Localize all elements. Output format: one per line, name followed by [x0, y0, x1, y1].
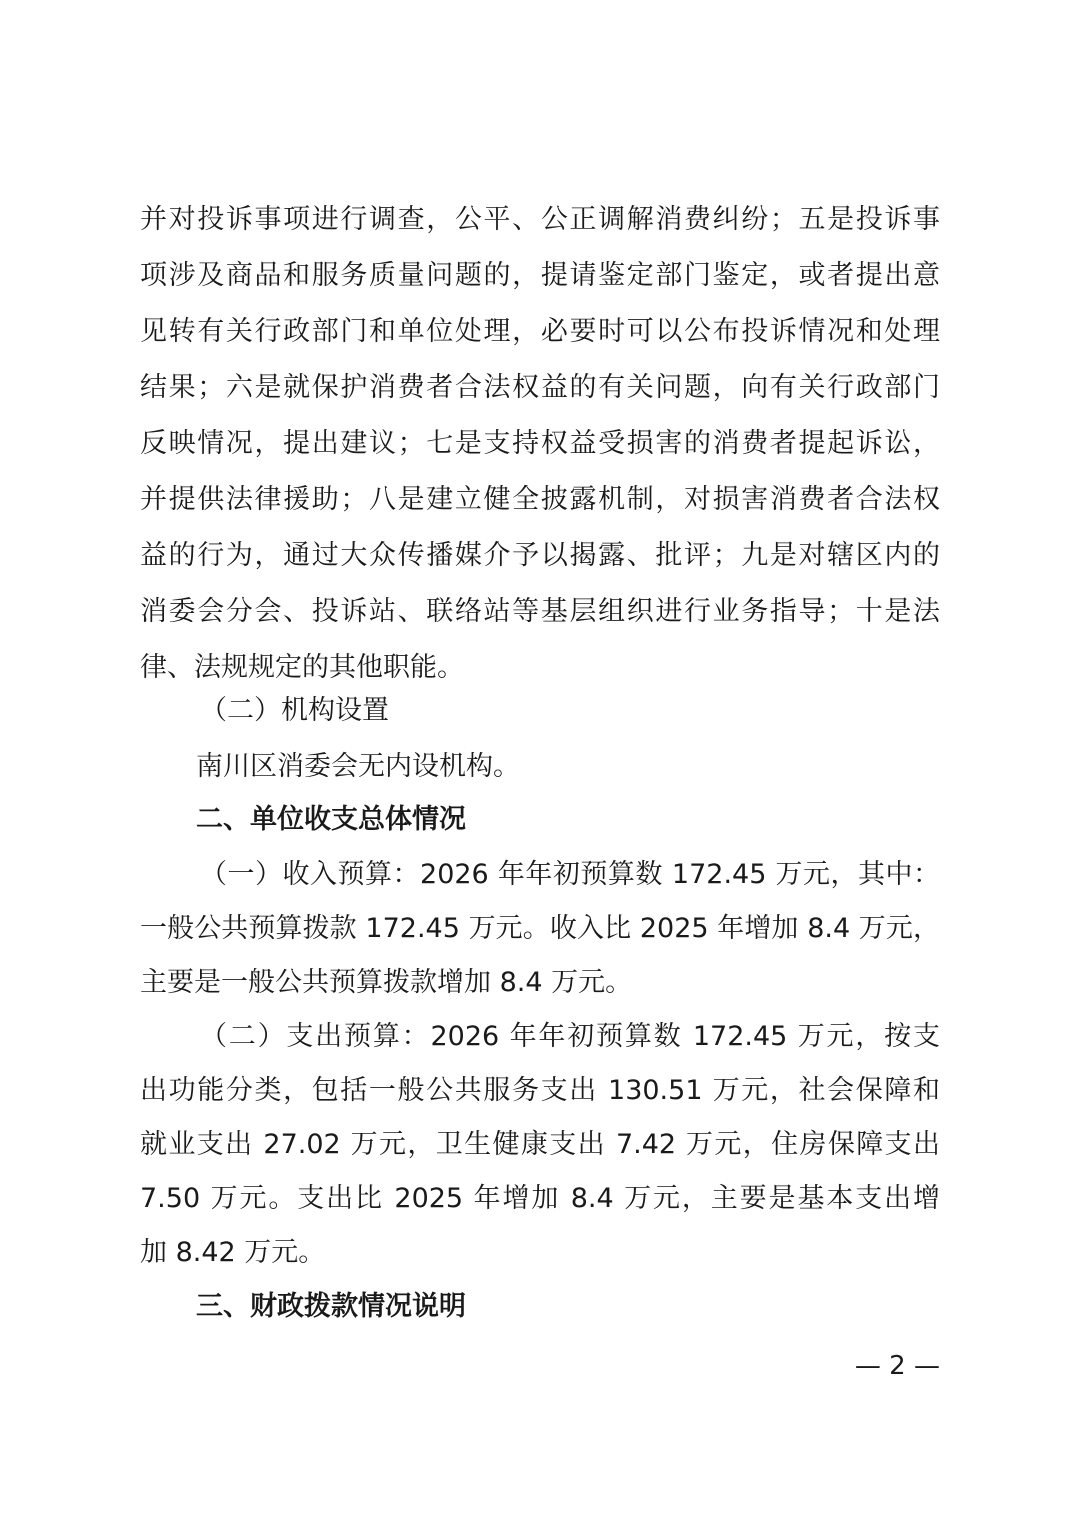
body-line-4: 结果；六是就保护消费者合法权益的有关问题，向有关行政部门 [140, 372, 940, 403]
subheading-org-setup: （二）机构设置 [200, 695, 389, 726]
income-line-2: 一般公共预算拨款 172.45 万元。收入比 2025 年增加 8.4 万元， [140, 913, 940, 944]
body-line-7: 益的行为，通过大众传播媒介予以揭露、批评；九是对辖区内的 [140, 540, 940, 571]
body-line-8: 消委会分会、投诉站、联络站等基层组织进行业务指导；十是法 [140, 596, 940, 627]
expense-line-4: 7.50 万元。支出比 2025 年增加 8.4 万元，主要是基本支出增 [140, 1183, 940, 1214]
body-line-6: 并提供法律援助；八是建立健全披露机制，对损害消费者合法权 [140, 484, 940, 515]
expense-line-1: （二）支出预算：2026 年年初预算数 172.45 万元，按支 [200, 1021, 940, 1052]
body-line-3: 见转有关行政部门和单位处理，必要时可以公布投诉情况和处理 [140, 316, 940, 347]
expense-line-3: 就业支出 27.02 万元，卫生健康支出 7.42 万元，住房保障支出 [140, 1129, 940, 1160]
expense-line-5: 加 8.42 万元。 [140, 1237, 326, 1268]
income-line-3: 主要是一般公共预算拨款增加 8.4 万元。 [140, 967, 633, 998]
body-line-5: 反映情况，提出建议；七是支持权益受损害的消费者提起诉讼， [140, 428, 940, 459]
body-line-2: 项涉及商品和服务质量问题的，提请鉴定部门鉴定，或者提出意 [140, 260, 940, 291]
body-line-9: 律、法规规定的其他职能。 [140, 652, 464, 683]
expense-line-2: 出功能分类，包括一般公共服务支出 130.51 万元，社会保障和 [140, 1075, 940, 1106]
income-line-1: （一）收入预算：2026 年年初预算数 172.45 万元，其中： [200, 859, 940, 890]
page-number: — 2 — [854, 1351, 940, 1381]
body-line-1: 并对投诉事项进行调查，公平、公正调解消费纠纷；五是投诉事 [140, 204, 940, 235]
section-heading-2: 二、单位收支总体情况 [196, 804, 466, 835]
org-setup-text: 南川区消委会无内设机构。 [196, 751, 520, 782]
section-heading-3: 三、财政拨款情况说明 [196, 1291, 466, 1322]
